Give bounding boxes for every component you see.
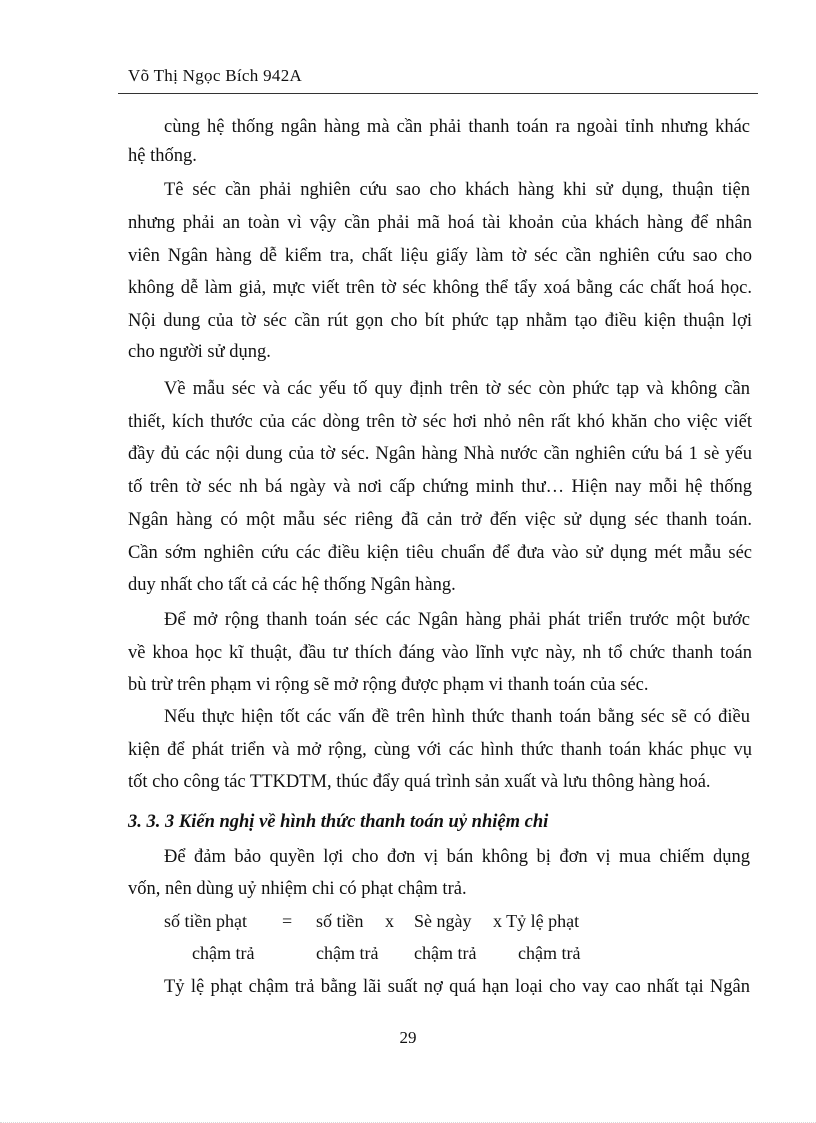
- text-line: Nếu thực hiện tốt các vấn đề trên hình thức thanh toán bằng séc sẽ có điều: [164, 707, 750, 727]
- formula-term: chậm trả: [518, 943, 581, 963]
- text-line: Để đảm bảo quyền lợi cho đơn vị bán không bị đơn vị mua chiếm dụng: [164, 847, 750, 867]
- formula-operator: x: [385, 911, 394, 931]
- text-line: Nội dung của tờ séc cần rút gọn cho bít phức tạp nhằm tạo điều kiện thuận lợi: [128, 311, 752, 331]
- text-line: Về mẫu séc và các yếu tố quy định trên tờ séc còn phức tạp và không cần: [164, 379, 750, 399]
- formula-term: chậm trả: [414, 943, 477, 963]
- text-line: tốt cho công tác TTKDTM, thúc đẩy quá trình sản xuất và lưu thông hàng hoá.: [128, 772, 711, 792]
- page-number: 29: [399, 1028, 417, 1047]
- formula-operator: =: [282, 911, 293, 931]
- text-line: Tê séc cần phải nghiên cứu sao cho khách hàng khi sử dụng, thuận tiện: [164, 180, 750, 200]
- formula-term: Sè ngày: [414, 911, 472, 931]
- text-line: hệ thống.: [128, 146, 197, 166]
- text-line: cho người sử dụng.: [128, 342, 271, 362]
- header-divider: [118, 93, 758, 94]
- formula-term: số tiền phạt: [164, 911, 247, 931]
- text-line: vốn, nên dùng uỷ nhiệm chi có phạt chậm trả.: [128, 879, 467, 899]
- text-line: tố trên tờ séc nh bá ngày và nơi cấp chứng minh thư… Hiện nay mỗi hệ thống: [128, 477, 752, 497]
- text-line: duy nhất cho tất cả các hệ thống Ngân hàng.: [128, 575, 456, 595]
- text-line: bù trừ trên phạm vi rộng sẽ mở rộng được phạm vi thanh toán của séc.: [128, 675, 649, 695]
- text-line: cùng hệ thống ngân hàng mà cần phải thanh toán ra ngoài tỉnh nhưng khác: [164, 117, 750, 137]
- text-line: Ngân hàng có một mẫu séc riêng đã cản trở đến việc sử dụng séc thanh toán.: [128, 510, 752, 530]
- text-line: kiện để phát triển và mở rộng, cùng với các hình thức thanh toán khác phục vụ: [128, 740, 752, 760]
- formula-term: chậm trả: [192, 943, 255, 963]
- text-line: về khoa học kĩ thuật, đầu tư thích đáng vào lĩnh vực này, nh tổ chức thanh toán: [128, 643, 752, 663]
- text-line: Tỷ lệ phạt chậm trả bằng lãi suất nợ quá hạn loại cho vay cao nhất tại Ngân: [164, 977, 750, 997]
- text-line: không dễ làm giả, mực viết trên tờ séc không thể tẩy xoá bằng các chất hoá học.: [128, 278, 752, 298]
- formula-term: số tiền: [316, 911, 364, 931]
- text-line: Cần sớm nghiên cứu các điều kiện tiêu chuẩn để đưa vào sử dụng mét mẫu séc: [128, 543, 752, 563]
- text-line: nhưng phải an toàn vì vậy cần phải mã hoá tài khoản của khách hàng để nhân: [128, 213, 752, 233]
- formula-term: chậm trả: [316, 943, 379, 963]
- text-line: thiết, kích thước của các dòng trên tờ séc hơi nhỏ nên rất khó khăn cho việc viết: [128, 412, 752, 432]
- running-header: Võ Thị Ngọc Bích 942A: [128, 66, 303, 85]
- formula-term: x Tỷ lệ phạt: [493, 911, 580, 931]
- text-line: Để mở rộng thanh toán séc các Ngân hàng phải phát triển trước một bước: [164, 610, 750, 630]
- text-line: viên Ngân hàng dễ kiểm tra, chất liệu giấy làm tờ séc cần nghiên cứu sao cho: [128, 246, 752, 266]
- text-line: đầy đủ các nội dung của tờ séc. Ngân hàng Nhà nước cần nghiên cứu bá 1 sè yếu: [128, 444, 752, 464]
- section-heading: 3. 3. 3 Kiến nghị về hình thức thanh toán uỷ nhiệm chi: [128, 812, 549, 832]
